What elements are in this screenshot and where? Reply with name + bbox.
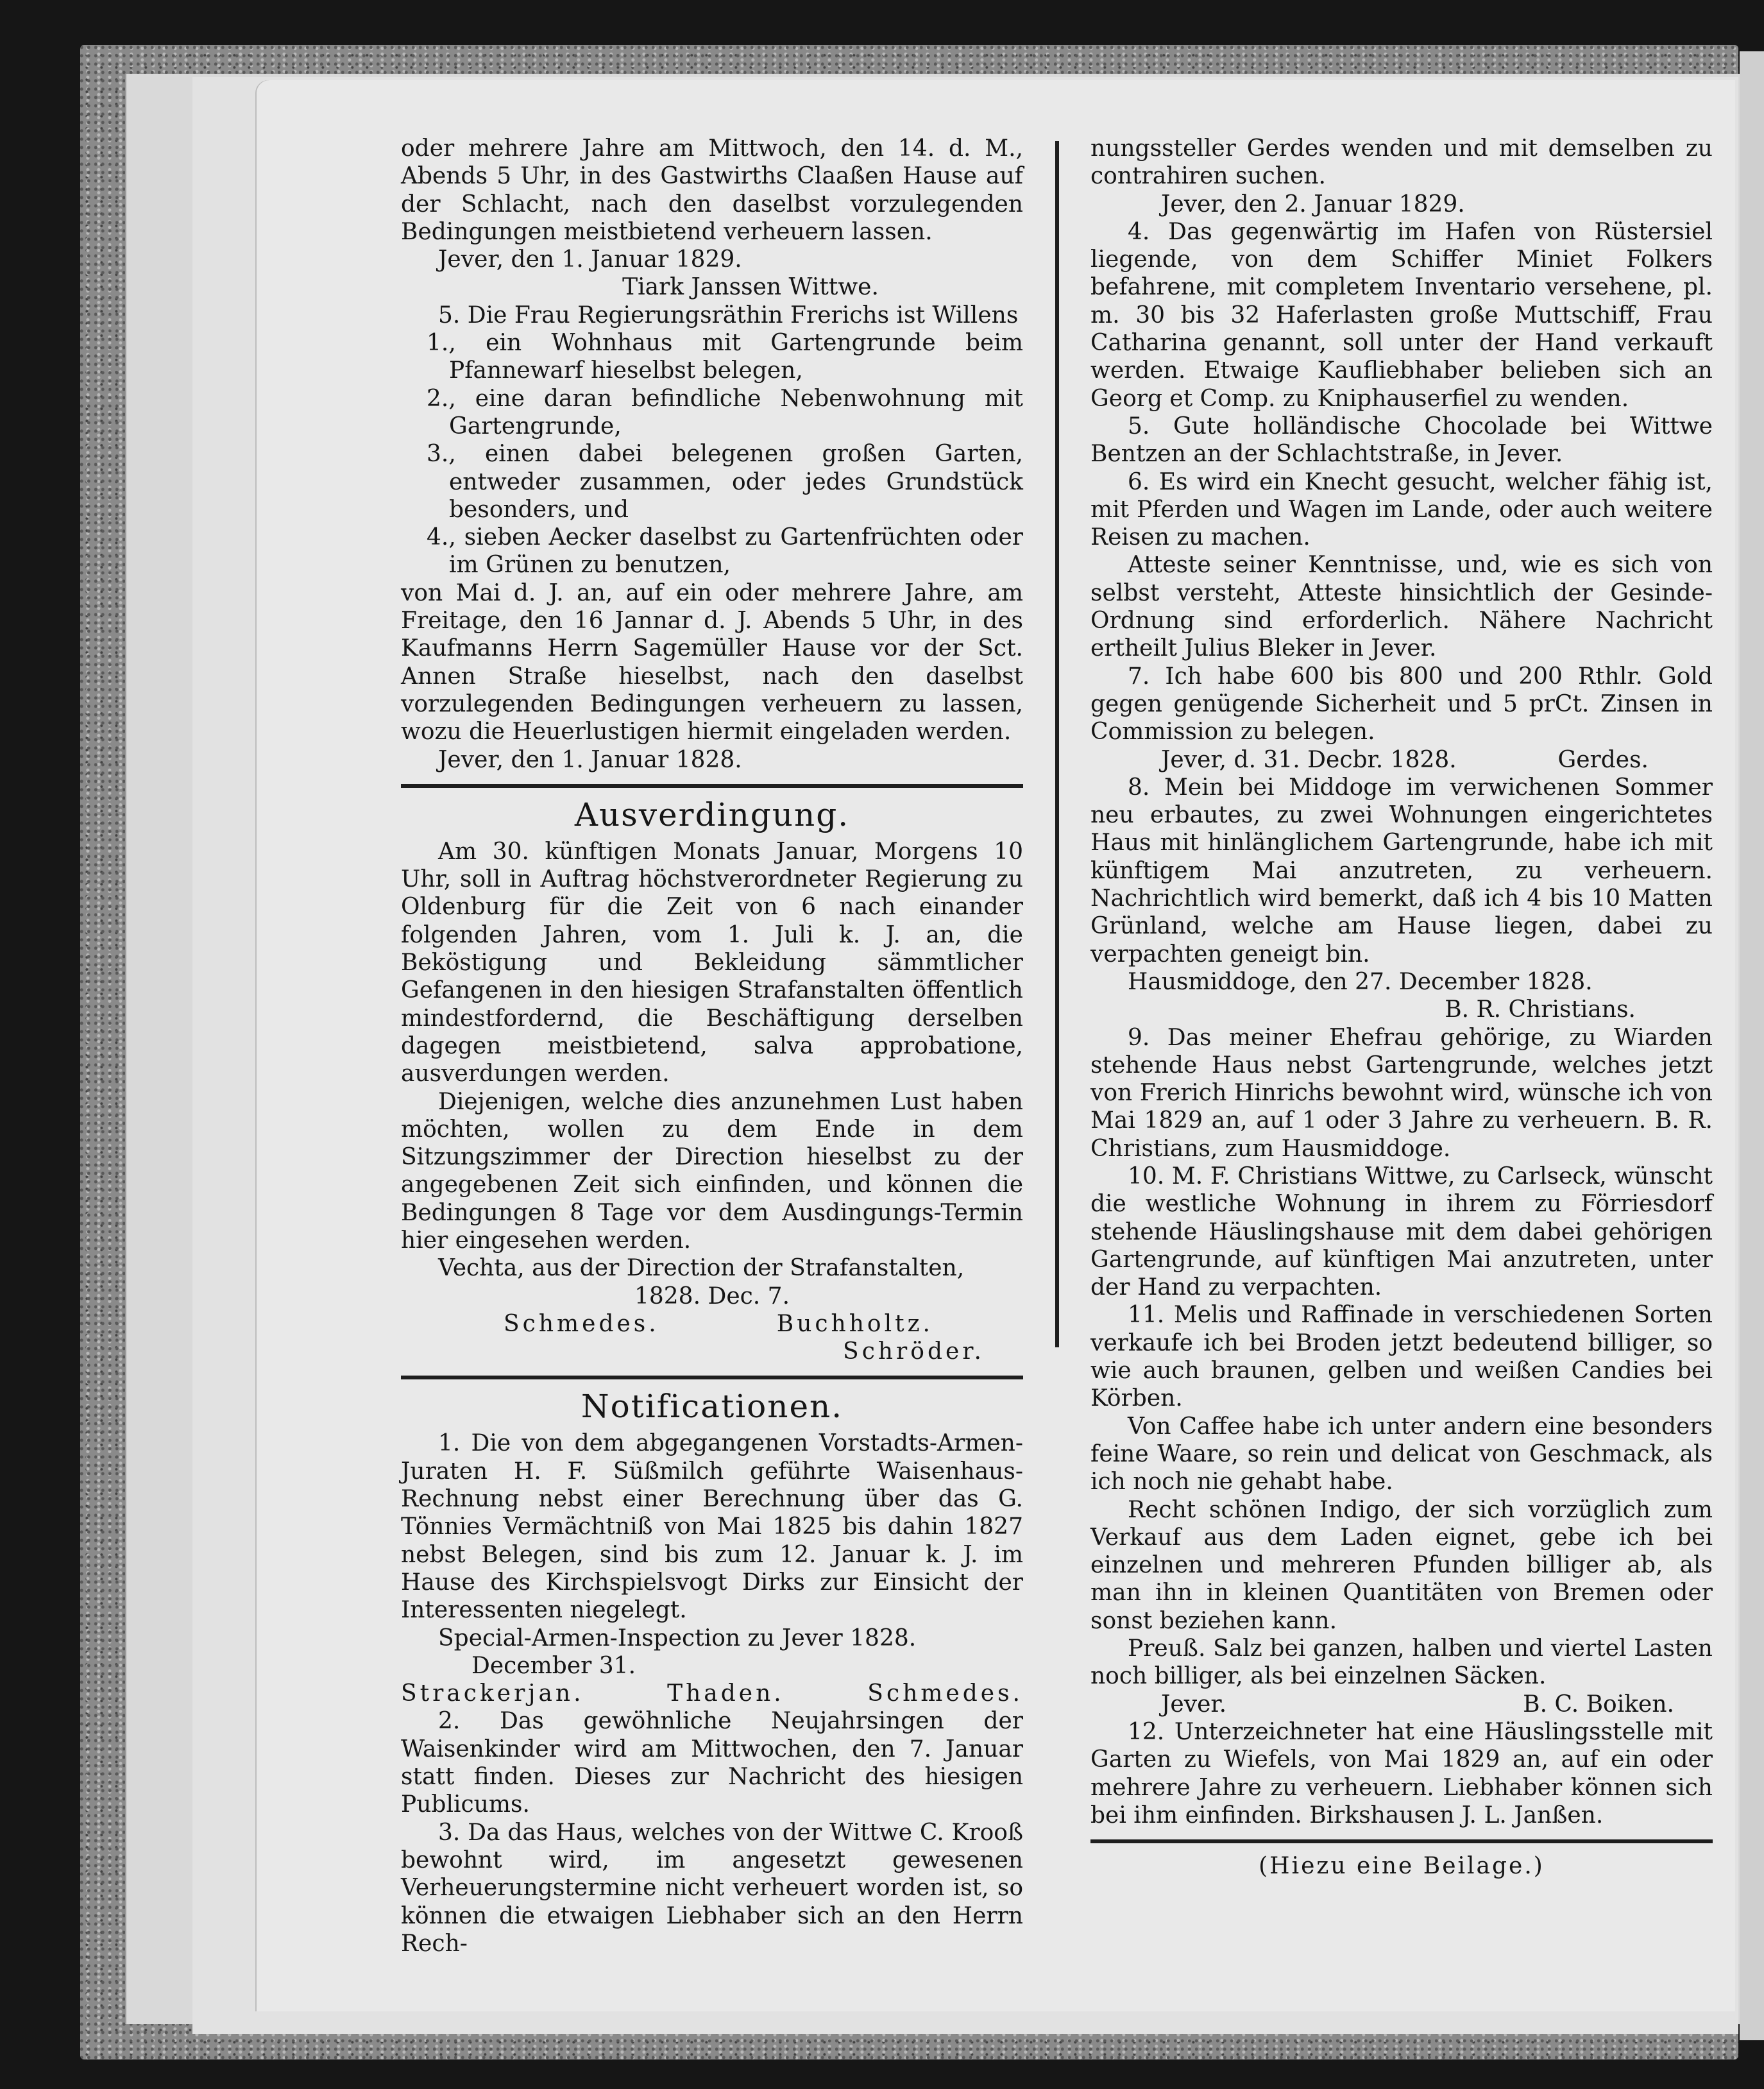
notification-1-date: December 31. bbox=[471, 1652, 636, 1679]
notification-2: 2. Das gewöhnliche Neujahrsingen der Waisenkinder wird am Mittwochen, den 7. Januar statt finden. Dieses zur Nachricht des hiesigen Publicums. bbox=[401, 1708, 1023, 1818]
notification-11-indigo: Recht schönen Indigo, der sich vorzüglich zum Verkauf aus dem Laden eignet, gebe ich bei einzelnen und mehreren Pfunden billiger ab, als man ihn in kleinen Quantitäten von Bremen oder sonst beziehen kann. bbox=[1090, 1496, 1713, 1634]
notification-3-continuation: nungssteller Gerdes wenden und mit demselben zu contrahiren suchen. bbox=[1090, 135, 1713, 190]
notification-8: 8. Mein bei Middoge im verwichenen Sommer neu erbautes, zu zwei Wohnungen eingerichtetes Haus mit hinlänglichem Gartengrunde, habe ich mit künftigem Mai anzutreten, zu verheuern. Nachrichtlich wird bemerkt, daß ich 4 bis 10 Matten Grünland, welche am Hause liegen, dabei zu verpachten geneigt bin. bbox=[1090, 774, 1713, 968]
notice-5-item-2: 2., eine daran befindliche Nebenwohnung mit Gartengrunde, bbox=[427, 385, 1023, 439]
notification-11-footer bbox=[1090, 1691, 1713, 1718]
notification-7: 7. Ich habe 600 bis 800 und 200 Rthlr. Gold gegen genügende Sicherheit und 5 prCt. Zinsen in Commission zu belegen. bbox=[1090, 663, 1713, 746]
ausverdingung-paragraph-2: Diejenigen, welche dies anzunehmen Lust haben möchten, wollen zu dem Ende in dem Sitzungszimmer der Direction hieselbst zu der angegebenen Zeit sich einfinden, und können die Bedingungen 8 Tage vor dem Ausdingungs-Termin hier eingesehen werden. bbox=[401, 1088, 1023, 1254]
notification-1-inspection: Special-Armen-Inspection zu Jever 1828. bbox=[438, 1624, 917, 1651]
signature: Thaden. bbox=[667, 1680, 784, 1707]
notification-11-salt: Preuß. Salz bei ganzen, halben und viertel Lasten noch billiger, als bei einzelnen Säcken. bbox=[1090, 1635, 1713, 1690]
notice-5-item-3: 3., einen dabei belegenen großen Garten, entweder zusammen, oder jedes Grundstück besonders, und bbox=[427, 441, 1023, 523]
notification-12: 12. Unterzeichneter hat eine Häuslingsstelle mit Garten zu Wiefels, von Mai 1829 an, auf ein oder mehrere Jahre zu verheuern. Liebhaber können sich bei ihm einfinden. Birkshausen J. L. Janßen. bbox=[1090, 1718, 1713, 1829]
section-heading-notificationen: Notificationen. bbox=[581, 1388, 844, 1426]
notification-11: 11. Melis und Raffinade in verschiedenen Sorten verkaufe ich bei Broden jetzt bedeutend billiger, so wie auch braunen, gelben und weißen Candies bei Körben. bbox=[1090, 1302, 1713, 1412]
signature: B. R. Christians. bbox=[1445, 996, 1636, 1023]
ausverdingung-paragraph-1: Am 30. künftigen Monats Januar, Morgens 10 Uhr, soll in Auftrag höchstverordneter Regierung zu Oldenburg für die Zeit von 6 nach einander folgenden Jahren, vom 1. Juli k. J. an, die Beköstigung und Bekleidung sämmtlicher Gefangenen in den hiesigen Strafanstalten öffentlich mindestfordernd, die Beschäftigung derselben dagegen meistbietend, salva approbatione, ausverdungen werden. bbox=[401, 838, 1023, 1087]
notice-4-continuation: oder mehrere Jahre am Mittwoch, den 14. d. M., Abends 5 Uhr, in des Gastwirths Claaßen Hause auf der Schlacht, nach den daselbst vorzulegenden Bedingungen meistbietend verheuern lassen. bbox=[401, 135, 1023, 245]
notification-7-footer bbox=[1090, 746, 1713, 774]
ausverdingung-signatures-row bbox=[401, 1310, 1023, 1338]
column-divider bbox=[1055, 141, 1059, 1347]
notice-5-date: Jever, den 1. Januar 1828. bbox=[438, 746, 742, 773]
section-heading-ausverdingung: Ausverdingung. bbox=[574, 796, 850, 833]
ausverdingung-place: Vechta, aus der Direction der Strafanstalten, bbox=[438, 1255, 965, 1282]
notification-1: 1. Die von dem abgegangenen Vorstadts-Armen-Juraten H. F. Süßmilch geführte Waisenhaus-Rechnung nebst einer Berechnung über das G. Tönnies Vermächtniß von Mai 1825 bis dahin 1827 nebst Belegen, sind bis zum 12. Januar k. J. im Hause des Kirchspielsvogt Dirks zur Einsicht der Interessenten niegelegt. bbox=[401, 1430, 1023, 1624]
notification-11-coffee: Von Caffee habe ich unter andern eine besonders feine Waare, so rein und delicat von Geschmack, als ich noch nie gehabt habe. bbox=[1090, 1413, 1713, 1496]
section-divider bbox=[401, 784, 1023, 788]
left-column bbox=[401, 135, 1023, 1957]
notice-5-item-1: 1., ein Wohnhaus mit Gartengrunde beim Pfannewarf hieselbst belegen, bbox=[427, 330, 1023, 384]
notification-11-place: Jever. bbox=[1161, 1691, 1227, 1718]
notice-5-text: von Mai d. J. an, auf ein oder mehrere Jahre, am Freitage, den 16 Jannar d. J. Abends 5 Uhr, in des Kaufmanns Herrn Sagemüller Hause vor der Sct. Annen Straße hieselbst, nach den daselbst vorzulegenden Bedingungen verheuern zu lassen, wozu die Heuerlustigen hiermit eingeladen werden. bbox=[401, 579, 1023, 746]
facing-page-edge bbox=[1740, 51, 1764, 2040]
notification-6: 6. Es wird ein Knecht gesucht, welcher fähig ist, mit Pferden und Wagen im Lande, oder auch weitere Reisen zu machen. bbox=[1090, 468, 1713, 551]
notification-1-signatures bbox=[401, 1680, 1023, 1707]
supplement-note: (Hiezu eine Beilage.) bbox=[1259, 1853, 1545, 1880]
notification-10: 10. M. F. Christians Wittwe, zu Carlseck, wünscht die westliche Wohnung in ihrem zu Förriesdorf stehende Häuslingshause mit dem dabei gehörigen Gartengrunde, auf künftigen Mai anzutreten, unter der Hand zu verpachten. bbox=[1090, 1163, 1713, 1301]
signature: Schmedes. bbox=[867, 1680, 1023, 1707]
signature: Gerdes. bbox=[1557, 746, 1649, 773]
notification-7-date: Jever, d. 31. Decbr. 1828. bbox=[1161, 746, 1457, 773]
notification-5: 5. Gute holländische Chocolade bei Wittwe Bentzen an der Schlachtstraße, in Jever. bbox=[1090, 413, 1713, 468]
notification-6-attestation: Atteste seiner Kenntnisse, und, wie es sich von selbst versteht, Atteste hinsichtlich der Gesinde-Ordnung sind erforderlich. Nähere Nachricht ertheilt Julius Bleker in Jever. bbox=[1090, 552, 1713, 662]
signature: Buchholtz. bbox=[776, 1310, 933, 1337]
notice-5-intro: 5. Die Frau Regierungsräthin Frerichs ist Willens bbox=[438, 302, 1019, 328]
section-divider bbox=[401, 1376, 1023, 1379]
right-column bbox=[1090, 135, 1713, 1880]
notification-9: 9. Das meiner Ehefrau gehörige, zu Wiarden stehende Haus nebst Gartengrunde, welches jetzt von Frerich Hinrichs bewohnt wird, wünsche ich von Mai 1829 an, auf 1 oder 3 Jahre zu verheuern. B. R. Christians, zum Hausmiddoge. bbox=[1090, 1024, 1713, 1162]
signature: B. C. Boiken. bbox=[1523, 1691, 1674, 1718]
signature: Schröder. bbox=[843, 1338, 985, 1365]
notification-3-date: Jever, den 2. Januar 1829. bbox=[1161, 191, 1465, 217]
notice-date: Jever, den 1. Januar 1829. bbox=[438, 246, 742, 273]
signature: Schmedes. bbox=[504, 1310, 659, 1337]
notification-8-date: Hausmiddoge, den 27. December 1828. bbox=[1128, 968, 1593, 995]
notice-5-item-4: 4., sieben Aecker daselbst zu Gartenfrüchten oder im Grünen zu benutzen, bbox=[427, 524, 1023, 579]
section-divider bbox=[1090, 1839, 1713, 1843]
signature: Strackerjan. bbox=[401, 1680, 584, 1707]
ausverdingung-date: 1828. Dec. 7. bbox=[634, 1283, 790, 1309]
notification-3: 3. Da das Haus, welches von der Wittwe C. Krooß bewohnt wird, im angesetzt gewesenen Verheuerungstermine nicht verheuert worden ist, so können die etwaigen Liebhaber sich an den Herrn Rech- bbox=[401, 1819, 1023, 1957]
notice-signature: Tiark Janssen Wittwe. bbox=[622, 274, 879, 301]
notification-4: 4. Das gegenwärtig im Hafen von Rüstersiel liegende, von dem Schiffer Miniet Folkers befahrene, mit completem Inventario versehene, pl. m. 30 bis 32 Haferlasten große Muttschiff, Frau Catharina genannt, soll unter der Hand verkauft werden. Etwaige Kaufliebhaber belieben sich an Georg et Comp. zu Kniphauserfiel zu wenden. bbox=[1090, 218, 1713, 412]
